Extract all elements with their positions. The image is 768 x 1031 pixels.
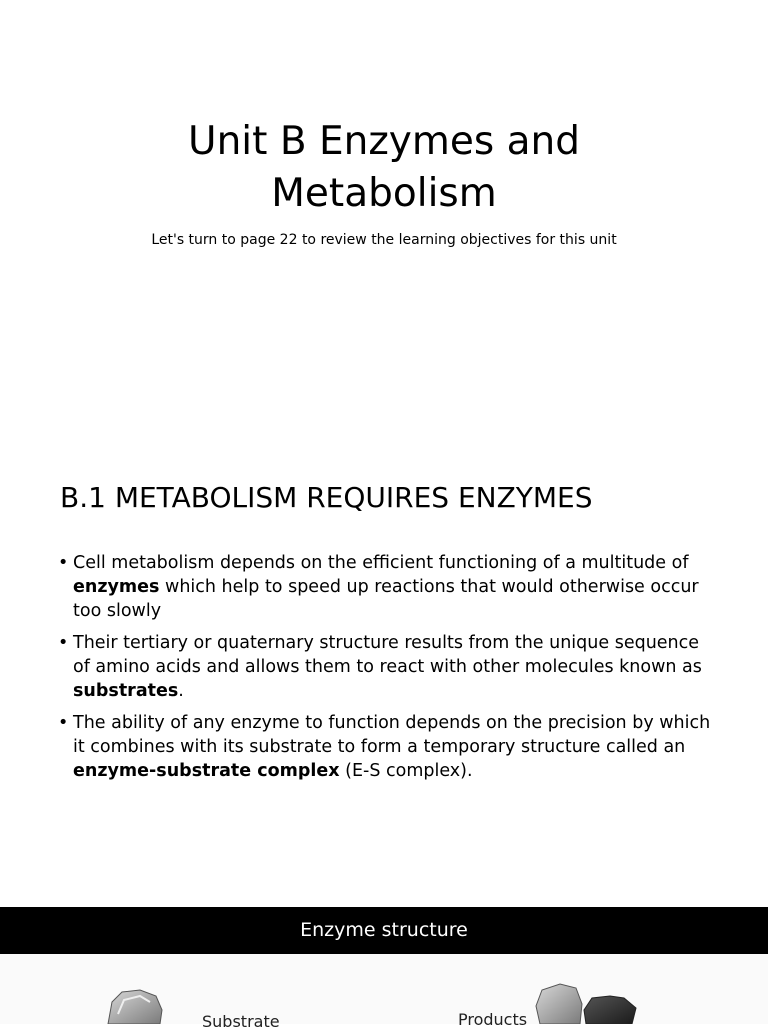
slide-title-bar-label: Enzyme structure <box>300 919 468 941</box>
enzyme-diagram <box>0 954 768 1031</box>
products-label: Products <box>458 1010 528 1029</box>
slide-title-bar <box>0 907 768 954</box>
title-line-2: Metabolism <box>271 171 497 216</box>
bullet-bold-term: enzymes <box>73 577 160 597</box>
bullet-text: . <box>178 681 184 701</box>
enzyme-diagram-graphic <box>0 954 768 1024</box>
section-heading: B.1 METABOLISM REQUIRES ENZYMES <box>60 481 593 514</box>
bullet-text: which help to speed up reactions that would otherwise occur too slowly <box>73 577 699 621</box>
bullet-text: Their tertiary or quaternary structure results from the unique sequence of amino acids and allows them to react with other molecules known as <box>73 633 702 677</box>
bullet-marker: • <box>58 553 69 573</box>
bullet-item <box>58 631 718 703</box>
page-title <box>0 116 768 220</box>
title-line-1: Unit B Enzymes and <box>188 119 580 164</box>
bullet-text: Cell metabolism depends on the efficient functioning of a multitude of <box>73 553 689 573</box>
substrate-molecule-shape <box>108 990 162 1024</box>
bullet-text: The ability of any enzyme to function depends on the precision by which it combines with its substrate to form a temporary structure called an <box>73 713 711 757</box>
page-subtitle: Let's turn to page 22 to review the learning objectives for this unit <box>151 232 617 248</box>
substrate-label: Substrate <box>202 1012 280 1031</box>
bullet-marker: • <box>58 633 69 653</box>
bullet-bold-term: enzyme-substrate complex <box>73 761 340 781</box>
product-molecule-light <box>536 984 582 1024</box>
bullet-list <box>58 551 718 791</box>
bullet-bold-term: substrates <box>73 681 179 701</box>
bullet-item <box>58 711 718 783</box>
bullet-text: (E-S complex). <box>339 761 473 781</box>
product-molecule-dark <box>584 996 636 1024</box>
bullet-item <box>58 551 718 623</box>
bullet-marker: • <box>58 713 69 733</box>
